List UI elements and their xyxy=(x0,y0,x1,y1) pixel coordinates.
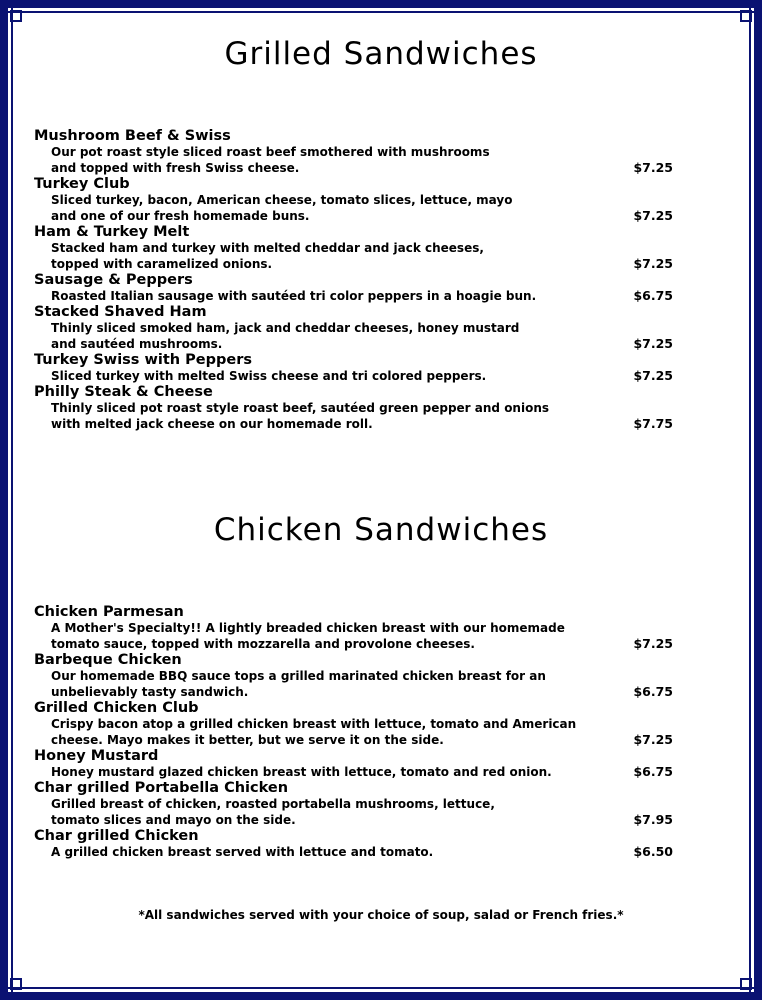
item-price: $6.75 xyxy=(633,288,673,303)
menu-item xyxy=(34,780,684,828)
item-name: Grilled Chicken Club xyxy=(34,700,199,716)
item-name: Turkey Club xyxy=(34,176,130,192)
item-name: Stacked Shaved Ham xyxy=(34,304,207,320)
item-name: Barbeque Chicken xyxy=(34,652,182,668)
item-name: Ham & Turkey Melt xyxy=(34,224,190,240)
item-price: $7.25 xyxy=(633,368,673,383)
item-description: Sliced turkey, bacon, American cheese, tomato slices, lettuce, mayo and one of our fresh homemade buns. xyxy=(51,193,513,223)
frame-top-bar xyxy=(0,0,762,8)
item-description: Crispy bacon atop a grilled chicken breast with lettuce, tomato and American cheese. Mayo makes it better, but we serve it on the side. xyxy=(51,717,577,747)
item-price: $7.25 xyxy=(633,160,673,175)
item-description: A Mother's Specialty!! A lightly breaded chicken breast with our homemade tomato sauce, topped with mozzarella and provolone cheeses. xyxy=(51,621,565,651)
menu-item xyxy=(34,700,684,748)
item-name: Chicken Parmesan xyxy=(34,604,184,620)
menu-item xyxy=(34,384,684,432)
menu-item xyxy=(34,304,684,352)
chicken-section-title: Chicken Sandwiches xyxy=(213,512,549,548)
menu-item xyxy=(34,352,684,384)
frame-inner-line-left xyxy=(11,8,13,992)
item-price: $7.25 xyxy=(633,636,673,651)
item-name: Mushroom Beef & Swiss xyxy=(34,128,231,144)
item-price: $7.75 xyxy=(633,416,673,431)
item-price: $7.95 xyxy=(633,812,673,827)
item-price: $6.50 xyxy=(633,844,673,859)
corner-ornament-bottom-right xyxy=(738,976,754,992)
item-description: Our homemade BBQ sauce tops a grilled marinated chicken breast for an unbelievably tasty sandwich. xyxy=(51,669,546,699)
menu-item xyxy=(34,272,684,304)
item-description: Stacked ham and turkey with melted cheddar and jack cheeses, topped with caramelized onions. xyxy=(51,241,484,271)
item-description: Our pot roast style sliced roast beef smothered with mushrooms and topped with fresh Swiss cheese. xyxy=(51,145,490,175)
grilled-section-title: Grilled Sandwiches xyxy=(224,36,538,72)
menu-item xyxy=(34,748,684,780)
item-price: $6.75 xyxy=(633,684,673,699)
item-price: $7.25 xyxy=(633,208,673,223)
item-name: Philly Steak & Cheese xyxy=(34,384,213,400)
corner-ornament-bottom-left xyxy=(8,976,24,992)
frame-left-bar xyxy=(0,0,8,1000)
frame-inner-line-right xyxy=(749,8,751,992)
item-description: Thinly sliced pot roast style roast beef, sautéed green pepper and onions with melted jack cheese on our homemade roll. xyxy=(51,401,550,431)
corner-ornament-top-left xyxy=(8,8,24,24)
frame-inner-line-top xyxy=(8,11,754,13)
menu-item xyxy=(34,652,684,700)
frame-right-bar xyxy=(754,0,762,1000)
item-name: Char grilled Portabella Chicken xyxy=(34,780,289,796)
menu-item xyxy=(34,828,684,860)
item-price: $7.25 xyxy=(633,732,673,747)
menu-item xyxy=(34,604,684,652)
item-price: $7.25 xyxy=(633,336,673,351)
menu-item xyxy=(34,128,684,176)
item-name: Honey Mustard xyxy=(34,748,159,764)
frame-inner-line-bottom xyxy=(8,987,754,989)
menu-item xyxy=(34,224,684,272)
chicken-menu-list xyxy=(34,604,684,860)
item-name: Char grilled Chicken xyxy=(34,828,199,844)
item-price: $6.75 xyxy=(633,764,673,779)
item-name: Turkey Swiss with Peppers xyxy=(34,352,252,368)
corner-ornament-top-right xyxy=(738,8,754,24)
menu-item xyxy=(34,176,684,224)
item-description: Grilled breast of chicken, roasted portabella mushrooms, lettuce, tomato slices and mayo on the side. xyxy=(51,797,495,827)
item-description: A grilled chicken breast served with lettuce and tomato. xyxy=(51,845,434,859)
item-name: Sausage & Peppers xyxy=(34,272,193,288)
item-description: Thinly sliced smoked ham, jack and cheddar cheeses, honey mustard and sautéed mushrooms. xyxy=(51,321,520,351)
footnote: *All sandwiches served with your choice of soup, salad or French fries.* xyxy=(138,908,624,922)
item-description: Honey mustard glazed chicken breast with lettuce, tomato and red onion. xyxy=(51,765,552,779)
frame-bottom-bar xyxy=(0,992,762,1000)
grilled-menu-list xyxy=(34,128,684,432)
item-description: Sliced turkey with melted Swiss cheese and tri colored peppers. xyxy=(51,369,487,383)
item-description: Roasted Italian sausage with sautéed tri color peppers in a hoagie bun. xyxy=(51,289,537,303)
item-price: $7.25 xyxy=(633,256,673,271)
